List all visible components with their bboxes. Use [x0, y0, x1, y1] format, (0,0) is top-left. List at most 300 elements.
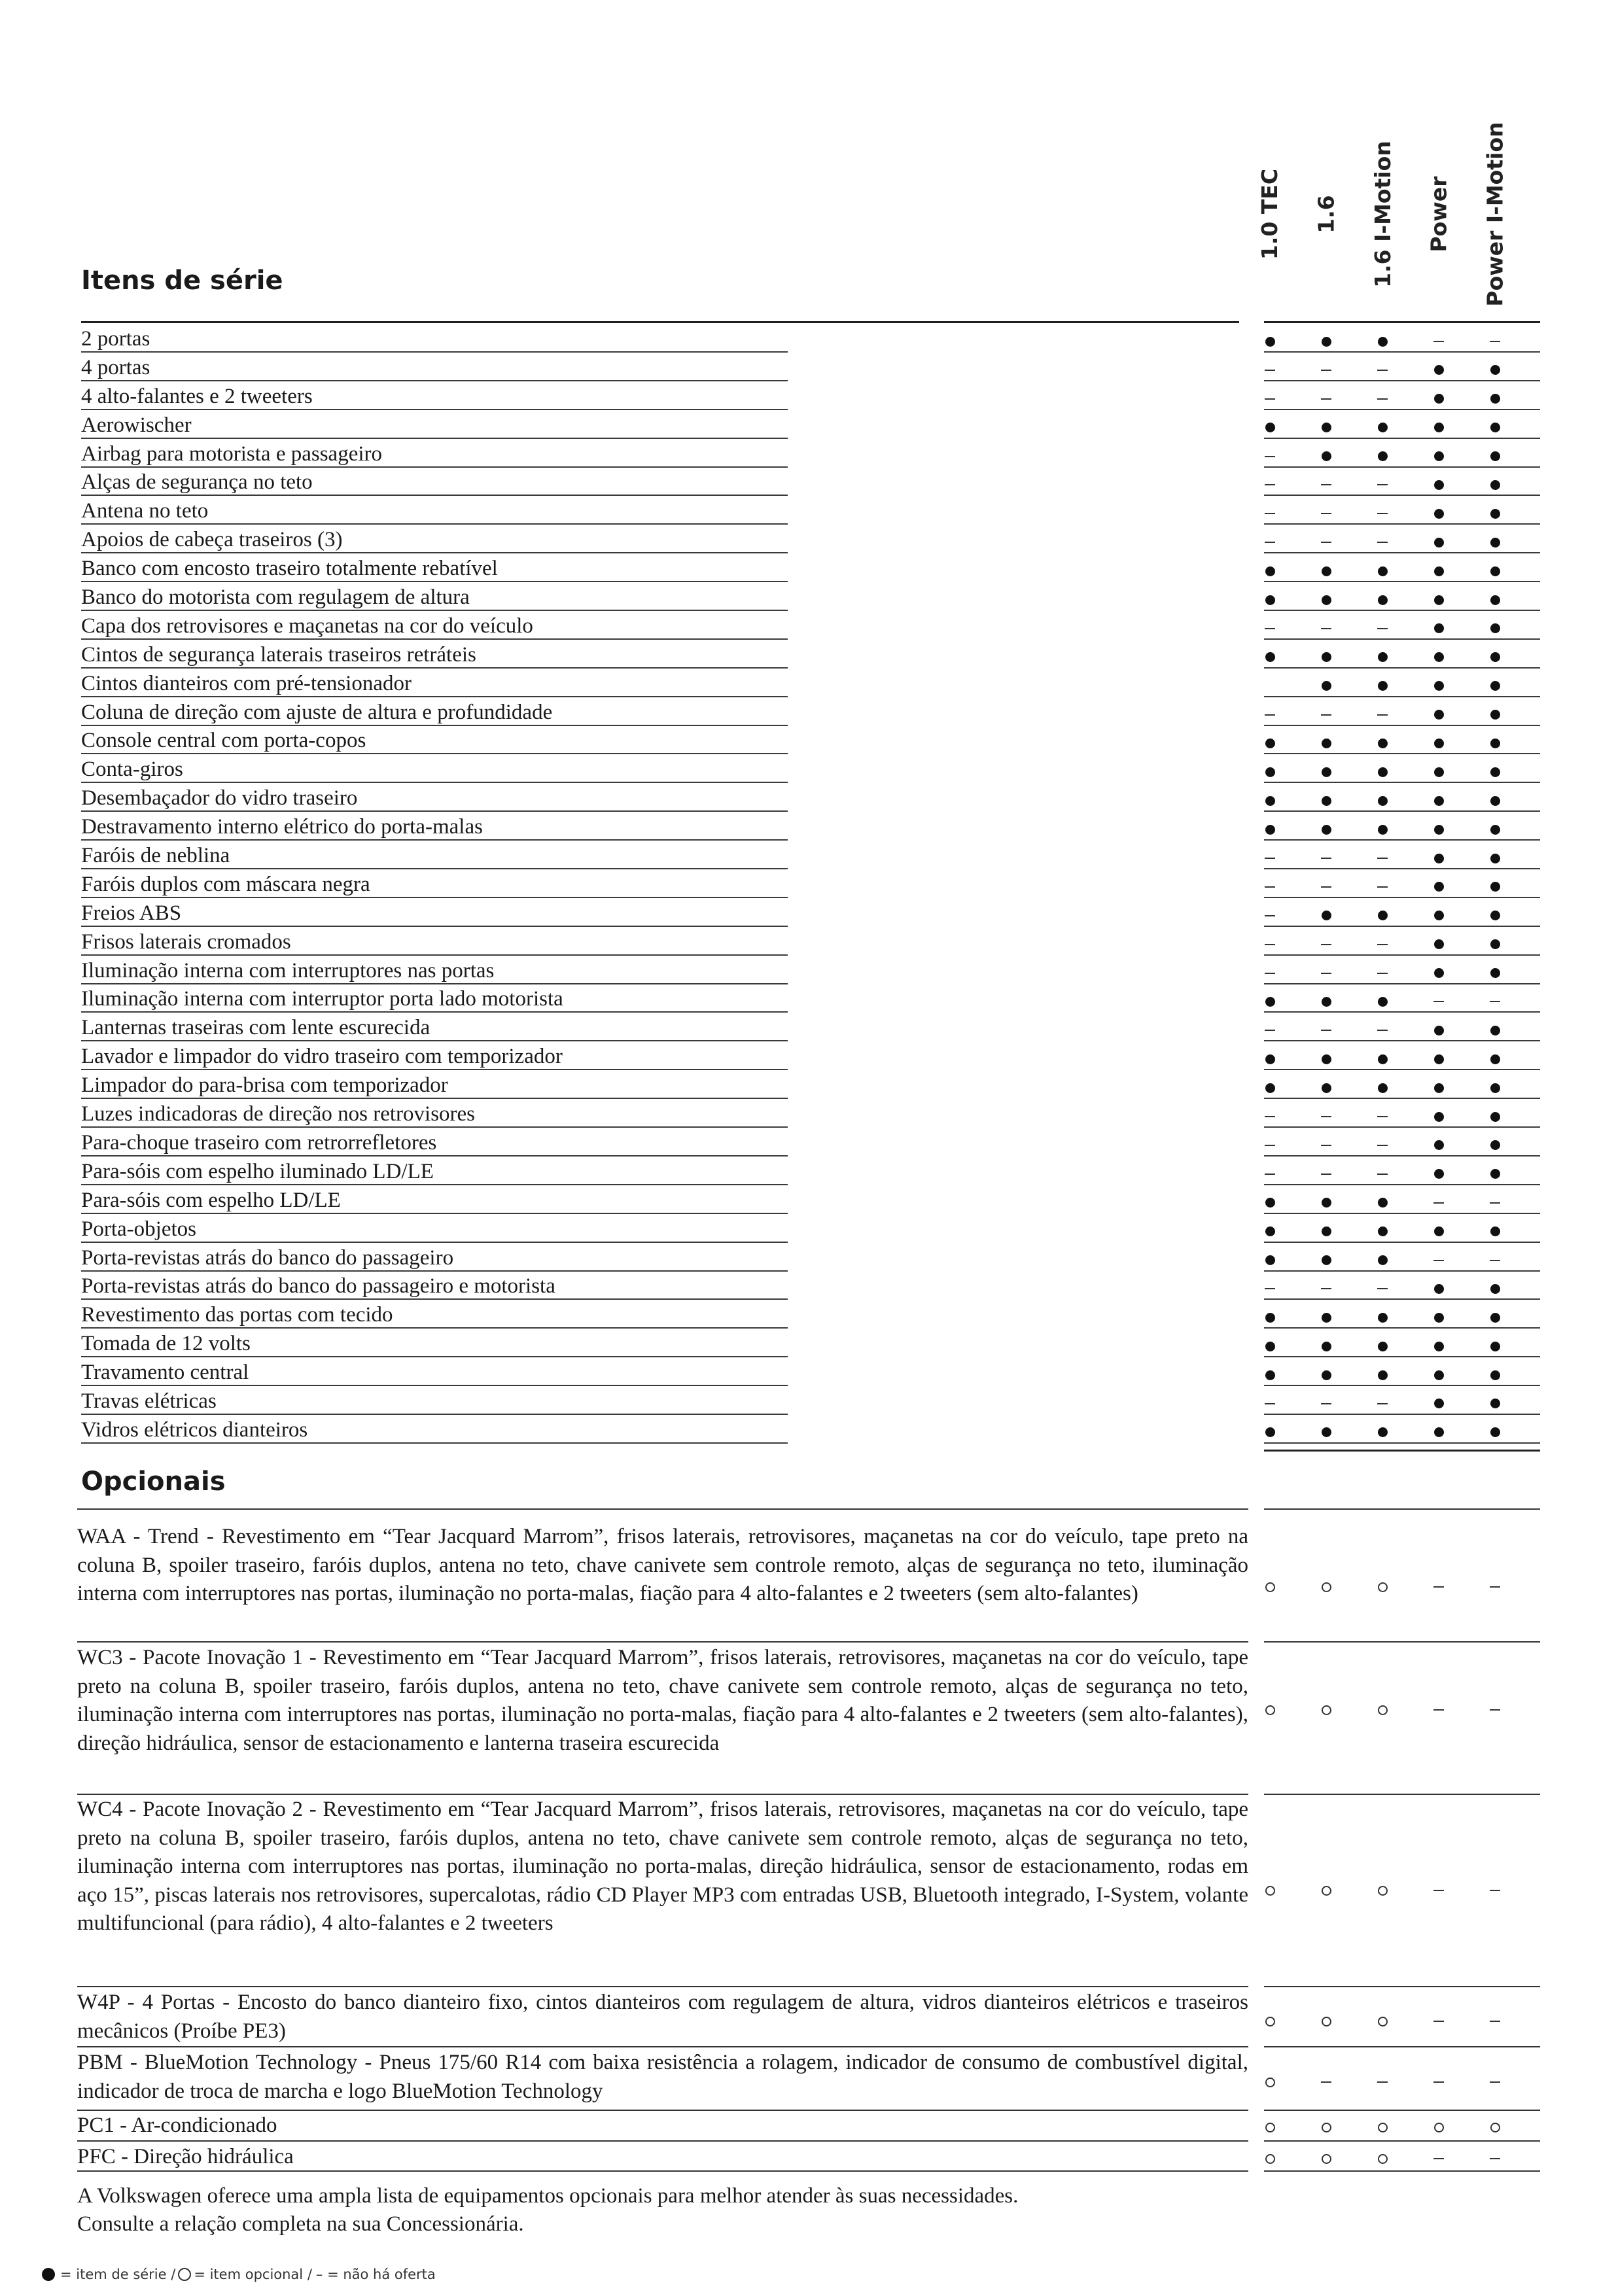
- standard-item-row: [81, 726, 1291, 755]
- not-offered-mark-icon: [1242, 1161, 1298, 1187]
- row-rule: [1264, 2046, 1540, 2047]
- standard-item-row: [81, 698, 1291, 727]
- standard-mark-icon: [1411, 845, 1467, 871]
- standard-item-row: [81, 640, 1291, 669]
- not-offered-mark-icon: [1298, 1104, 1354, 1130]
- standard-mark-icon: [1467, 500, 1523, 527]
- standard-mark-icon: [1242, 1304, 1298, 1331]
- standard-mark-icon: [1467, 1161, 1523, 1187]
- standard-mark-icon: [1354, 1362, 1411, 1388]
- row-rule: [81, 926, 788, 927]
- standard-item-row: [81, 956, 1291, 985]
- not-offered-mark-icon: [1298, 1276, 1354, 1302]
- standard-item-row: [81, 1215, 1291, 1244]
- item-name: Capa dos retrovisores e maçanetas na cor do veículo: [81, 614, 533, 638]
- standard-mark-icon: [1467, 730, 1523, 756]
- standard-mark-icon: [1467, 673, 1523, 699]
- standard-mark-icon: [1242, 1247, 1298, 1274]
- not-offered-mark-icon: [1242, 529, 1298, 555]
- not-offered-mark-icon: [1354, 386, 1411, 412]
- divider: [81, 321, 1239, 323]
- standard-mark-icon: [1298, 730, 1354, 756]
- not-offered-mark-icon: [1467, 2146, 1523, 2172]
- not-offered-mark-icon: [1354, 616, 1411, 642]
- not-offered-mark-icon: [1354, 529, 1411, 555]
- not-offered-mark-icon: [1411, 2069, 1467, 2095]
- standard-item-row: [81, 1100, 1291, 1128]
- row-rule: [81, 1040, 788, 1041]
- not-offered-mark-icon: [1467, 988, 1523, 1015]
- standard-mark-icon: [1467, 1333, 1523, 1359]
- standard-mark-icon: [1411, 673, 1467, 699]
- standard-mark-icon: [1411, 587, 1467, 613]
- row-rule: [81, 1298, 788, 1300]
- not-offered-mark-icon: [1242, 845, 1298, 871]
- standard-mark-icon: [1298, 1304, 1354, 1331]
- item-name: Para-sóis com espelho iluminado LD/LE: [81, 1159, 434, 1183]
- standard-item-row: [81, 984, 1291, 1013]
- not-offered-mark-icon: [1298, 500, 1354, 527]
- standard-mark-icon: [1298, 558, 1354, 584]
- not-offered-mark-icon: [1354, 357, 1411, 383]
- item-name: Travas elétricas: [81, 1389, 217, 1413]
- item-name: 2 portas: [81, 327, 150, 351]
- standard-mark-icon: [1242, 415, 1298, 441]
- optional-item-text: PBM - BlueMotion Technology - Pneus 175/60 R14 com baixa resistência a rolagem, indicador de consumo de combustível digital, indicador de troca de marcha e logo BlueMotion Technology: [77, 2051, 1248, 2103]
- standard-item-row: [81, 525, 1291, 554]
- standard-item-row: [81, 468, 1291, 496]
- standard-mark-icon: [1411, 1104, 1467, 1130]
- row-rule: [77, 1986, 1248, 1987]
- item-name: Para-sóis com espelho LD/LE: [81, 1188, 341, 1212]
- row-rule: [81, 954, 788, 956]
- row-rule: [81, 1414, 788, 1415]
- not-offered-mark-icon: [1467, 1877, 1523, 1904]
- standard-mark-icon: [1354, 644, 1411, 670]
- row-rule: [81, 1442, 788, 1444]
- not-offered-mark-icon: [1354, 960, 1411, 986]
- legend-standard: = item de série /: [60, 2267, 176, 2282]
- not-offered-mark-icon: [1242, 1391, 1298, 1417]
- not-offered-mark-icon: [1354, 1161, 1411, 1187]
- optional-mark-icon: [1242, 2146, 1298, 2172]
- standard-mark-icon: [1411, 1362, 1467, 1388]
- standard-mark-icon: [1298, 988, 1354, 1015]
- row-rule: [81, 1069, 788, 1070]
- column-header: Power: [1426, 176, 1452, 252]
- not-offered-mark-icon: [1298, 874, 1354, 900]
- row-rule: [81, 667, 788, 669]
- standard-item-row: [81, 669, 1291, 698]
- standard-mark-icon: [1467, 1391, 1523, 1417]
- item-name: Cintos de segurança laterais traseiros retráteis: [81, 642, 476, 667]
- standard-mark-icon: [1242, 644, 1298, 670]
- optional-mark-icon: [1354, 1697, 1411, 1723]
- standard-mark-icon: [1298, 1190, 1354, 1216]
- standard-mark-icon: [1467, 702, 1523, 728]
- item-name: Travamento central: [81, 1361, 249, 1385]
- not-offered-mark-icon: [1467, 1574, 1523, 1600]
- not-offered-mark-icon: [1354, 1132, 1411, 1158]
- row-rule: [81, 839, 788, 841]
- row-rule: [81, 753, 788, 754]
- row-rule: [81, 1126, 788, 1128]
- row-rule: [81, 409, 788, 410]
- not-offered-mark-icon: [1242, 702, 1298, 728]
- optional-item-text: WC3 - Pacote Inovação 1 - Revestimento em “Tear Jacquard Marrom”, frisos laterais, retrovisores, maçanetas na cor do veículo, tape preto na coluna B, spoiler traseiro, faróis duplos, antena no teto, chave canivete sem controle remoto, alças de segurança no teto, iluminação interna com interruptores nas portas, iluminação no porta-malas, fiação para 4 alto-falantes e 2 tweeters (sem alto-falantes), direção hidráulica, sensor de estacionamento e lanterna traseira escurecida: [77, 1646, 1248, 1755]
- not-offered-mark-icon: [1298, 1391, 1354, 1417]
- standard-mark-icon: [1354, 730, 1411, 756]
- not-offered-mark-icon: [1242, 616, 1298, 642]
- standard-mark-icon: [1467, 587, 1523, 613]
- standard-mark-icon: [1354, 788, 1411, 814]
- standard-item-row: [81, 440, 1291, 468]
- standard-item-row: [81, 1300, 1291, 1329]
- row-rule: [81, 581, 788, 582]
- not-offered-mark-icon: [1242, 357, 1298, 383]
- standard-item-row: [81, 1358, 1291, 1387]
- standard-mark-icon: [1467, 1419, 1523, 1446]
- not-offered-mark-icon: [1298, 1017, 1354, 1043]
- standard-mark-icon: [1411, 386, 1467, 412]
- standard-mark-icon: [1411, 874, 1467, 900]
- optional-item-text: PC1 - Ar-condicionado: [77, 2113, 277, 2137]
- standard-mark-icon: [1411, 500, 1467, 527]
- footer-line: Consulte a relação completa na sua Concessionária.: [77, 2212, 524, 2236]
- standard-item-row: [81, 1128, 1291, 1157]
- column-header: Power I-Motion: [1482, 122, 1508, 307]
- standard-mark-icon: [1354, 444, 1411, 470]
- optional-mark-icon: [1354, 1574, 1411, 1600]
- not-offered-mark-icon: [1298, 386, 1354, 412]
- standard-mark-icon: [1467, 386, 1523, 412]
- row-rule: [81, 351, 788, 353]
- not-offered-mark-icon: [1411, 1877, 1467, 1904]
- not-offered-mark-icon: [1242, 874, 1298, 900]
- standard-mark-icon: [1242, 788, 1298, 814]
- item-name: Lanternas traseiras com lente escurecida: [81, 1016, 430, 1040]
- standard-item-row: [81, 1186, 1291, 1215]
- optional-mark-icon: [1298, 2146, 1354, 2172]
- standard-mark-icon: [1298, 673, 1354, 699]
- standard-item-row: [81, 1042, 1291, 1071]
- standard-mark-icon: [1467, 874, 1523, 900]
- optional-mark-icon: [1298, 1697, 1354, 1723]
- standard-items-list: [81, 324, 1291, 1444]
- standard-mark-icon: [1298, 816, 1354, 843]
- item-name: Limpador do para-brisa com temporizador: [81, 1073, 448, 1098]
- standard-mark-icon: [1467, 357, 1523, 383]
- standard-mark-icon: [1411, 357, 1467, 383]
- item-name: Freios ABS: [81, 901, 182, 925]
- row-rule: [81, 1155, 788, 1157]
- not-offered-mark-icon: [1411, 988, 1467, 1015]
- row-rule: [1264, 1508, 1540, 1510]
- item-name: Porta-revistas atrás do banco do passageiro: [81, 1245, 454, 1270]
- standard-item-row: [81, 496, 1291, 525]
- column-headers: [1242, 122, 1543, 307]
- not-offered-mark-icon: [1354, 1104, 1411, 1130]
- standard-mark-icon: [1411, 1276, 1467, 1302]
- row-rule: [81, 552, 788, 553]
- row-rule: [77, 1641, 1248, 1643]
- standard-item-row: [81, 353, 1291, 382]
- optional-mark-icon: [1411, 2114, 1467, 2140]
- standard-mark-icon: [1411, 903, 1467, 929]
- standard-mark-icon: [1467, 472, 1523, 498]
- row-rule: [81, 983, 788, 984]
- not-offered-mark-icon: [1411, 1247, 1467, 1274]
- standard-mark-icon: [1467, 1219, 1523, 1245]
- not-offered-mark-icon: [1354, 1391, 1411, 1417]
- standard-mark-icon: [1242, 1075, 1298, 1101]
- standard-mark-icon: [1467, 1276, 1523, 1302]
- not-offered-mark-icon: [1411, 2146, 1467, 2172]
- standard-mark-icon: [1411, 1219, 1467, 1245]
- item-name: Aerowischer: [81, 413, 192, 437]
- standard-mark-icon: [1242, 328, 1298, 355]
- optional-item-text: PFC - Direção hidráulica: [77, 2145, 294, 2168]
- not-offered-mark-icon: [1354, 2069, 1411, 2095]
- standard-mark-icon: [1411, 1333, 1467, 1359]
- row-rule: [81, 380, 788, 381]
- standard-mark-icon: [1467, 644, 1523, 670]
- optional-mark-icon: [1298, 1574, 1354, 1600]
- not-offered-mark-icon: [1467, 1190, 1523, 1216]
- row-rule: [81, 610, 788, 611]
- item-name: 4 portas: [81, 355, 150, 379]
- item-name: Vidros elétricos dianteiros: [81, 1418, 308, 1442]
- row-rule: [81, 1270, 788, 1272]
- not-offered-mark-icon: [1298, 2069, 1354, 2095]
- standard-mark-icon: [1411, 1304, 1467, 1331]
- standard-item-row: [81, 755, 1291, 784]
- item-name: Porta-objetos: [81, 1217, 196, 1241]
- row-rule: [81, 1356, 788, 1357]
- standard-mark-icon: [1467, 1046, 1523, 1072]
- standard-mark-icon: [1298, 415, 1354, 441]
- standard-item-row: [81, 1387, 1291, 1416]
- empty-circle-icon: [178, 2268, 191, 2281]
- standard-mark-icon: [1242, 759, 1298, 785]
- item-name: Iluminação interna com interruptor porta lado motorista: [81, 987, 563, 1011]
- not-offered-mark-icon: [1354, 472, 1411, 498]
- standard-mark-icon: [1411, 816, 1467, 843]
- standard-mark-icon: [1411, 616, 1467, 642]
- standard-mark-icon: [1411, 415, 1467, 441]
- row-rule: [81, 897, 788, 898]
- optional-mark-icon: [1354, 2146, 1411, 2172]
- standard-mark-icon: [1242, 558, 1298, 584]
- standard-mark-icon: [1298, 788, 1354, 814]
- optional-mark-icon: [1298, 2114, 1354, 2140]
- standard-mark-icon: [1242, 1419, 1298, 1446]
- legend-optional: = item opcional /: [194, 2267, 312, 2282]
- item-name: Console central com porta-copos: [81, 729, 366, 753]
- not-offered-mark-icon: [1298, 960, 1354, 986]
- standard-mark-icon: [1298, 1419, 1354, 1446]
- standard-mark-icon: [1354, 328, 1411, 355]
- row-rule: [77, 1794, 1248, 1795]
- not-offered-mark-icon: [1298, 472, 1354, 498]
- standard-mark-icon: [1467, 931, 1523, 958]
- not-offered-mark-icon: [1467, 2069, 1523, 2095]
- standard-item-row: [81, 812, 1291, 841]
- not-offered-mark-icon: [1411, 1190, 1467, 1216]
- empty-cell: [1242, 673, 1298, 699]
- standard-mark-icon: [1467, 1304, 1523, 1331]
- not-offered-mark-icon: [1242, 386, 1298, 412]
- not-offered-mark-icon: [1354, 500, 1411, 527]
- standard-mark-icon: [1411, 1046, 1467, 1072]
- column-header: 1.6 I-Motion: [1369, 141, 1396, 288]
- not-offered-mark-icon: [1298, 616, 1354, 642]
- item-name: Iluminação interna com interruptores nas portas: [81, 958, 495, 983]
- standard-mark-icon: [1411, 529, 1467, 555]
- standard-mark-icon: [1298, 1247, 1354, 1274]
- standard-mark-icon: [1298, 1333, 1354, 1359]
- optional-mark-icon: [1242, 2114, 1298, 2140]
- not-offered-mark-icon: [1298, 931, 1354, 958]
- not-offered-mark-icon: [1411, 1697, 1467, 1723]
- standard-mark-icon: [1411, 1391, 1467, 1417]
- row-rule: [81, 466, 788, 468]
- standard-mark-icon: [1298, 759, 1354, 785]
- standard-mark-icon: [1467, 1104, 1523, 1130]
- not-offered-mark-icon: [1298, 1161, 1354, 1187]
- column-header: 1.6: [1313, 195, 1339, 234]
- standard-mark-icon: [1411, 444, 1467, 470]
- standard-mark-icon: [1411, 788, 1467, 814]
- item-name: Destravamento interno elétrico do porta-malas: [81, 815, 483, 839]
- row-rule: [81, 438, 788, 439]
- standard-mark-icon: [1411, 1419, 1467, 1446]
- item-name: Conta-giros: [81, 757, 183, 782]
- filled-circle-icon: [42, 2268, 55, 2281]
- standard-mark-icon: [1354, 1075, 1411, 1101]
- item-name: Faróis duplos com máscara negra: [81, 872, 370, 896]
- row-rule: [81, 782, 788, 783]
- standard-mark-icon: [1298, 444, 1354, 470]
- standard-mark-icon: [1354, 1333, 1411, 1359]
- not-offered-mark-icon: [1411, 328, 1467, 355]
- standard-item-row: [81, 554, 1291, 583]
- not-offered-mark-icon: [1242, 1104, 1298, 1130]
- standard-mark-icon: [1242, 1362, 1298, 1388]
- standard-mark-icon: [1411, 472, 1467, 498]
- standard-item-row: [81, 1416, 1291, 1444]
- standard-item-row: [81, 1157, 1291, 1186]
- standard-mark-icon: [1411, 644, 1467, 670]
- standard-item-row: [81, 928, 1291, 956]
- standard-mark-icon: [1354, 1219, 1411, 1245]
- not-offered-mark-icon: [1298, 845, 1354, 871]
- optional-mark-icon: [1354, 2008, 1411, 2034]
- row-rule: [77, 1508, 1248, 1510]
- standard-item-row: [81, 1013, 1291, 1042]
- not-offered-mark-icon: [1242, 960, 1298, 986]
- standard-item-row: [81, 1071, 1291, 1100]
- row-rule: [81, 1385, 788, 1386]
- not-offered-mark-icon: [1242, 1132, 1298, 1158]
- standard-mark-icon: [1354, 673, 1411, 699]
- standard-mark-icon: [1467, 816, 1523, 843]
- row-rule: [81, 495, 788, 496]
- standard-mark-icon: [1467, 1132, 1523, 1158]
- not-offered-mark-icon: [1242, 500, 1298, 527]
- item-name: Revestimento das portas com tecido: [81, 1303, 393, 1327]
- standard-mark-icon: [1467, 529, 1523, 555]
- optional-mark-icon: [1242, 2069, 1298, 2095]
- item-name: Lavador e limpador do vidro traseiro com temporizador: [81, 1045, 563, 1069]
- item-name: Porta-revistas atrás do banco do passageiro e motorista: [81, 1274, 555, 1298]
- not-offered-mark-icon: [1242, 931, 1298, 958]
- standard-item-row: [81, 411, 1291, 440]
- standard-mark-icon: [1467, 759, 1523, 785]
- row-rule: [77, 2140, 1248, 2142]
- not-offered-mark-icon: [1242, 1017, 1298, 1043]
- standard-mark-icon: [1354, 1304, 1411, 1331]
- standard-mark-icon: [1354, 988, 1411, 1015]
- column-header: 1.0 TEC: [1257, 168, 1283, 260]
- standard-mark-icon: [1354, 1190, 1411, 1216]
- not-offered-mark-icon: [1467, 1697, 1523, 1723]
- row-rule: [1264, 1986, 1540, 1987]
- standard-item-row: [81, 324, 1291, 353]
- standard-item-row: [81, 382, 1291, 411]
- not-offered-mark-icon: [1467, 328, 1523, 355]
- standard-mark-icon: [1411, 1017, 1467, 1043]
- optional-mark-icon: [1242, 1697, 1298, 1723]
- standard-item-row: [81, 1329, 1291, 1358]
- standard-mark-icon: [1467, 558, 1523, 584]
- standard-mark-icon: [1411, 1075, 1467, 1101]
- standard-mark-icon: [1298, 1075, 1354, 1101]
- standard-mark-icon: [1242, 730, 1298, 756]
- optional-mark-icon: [1467, 2114, 1523, 2140]
- standard-mark-icon: [1298, 1046, 1354, 1072]
- standard-mark-icon: [1467, 415, 1523, 441]
- optional-item-text: WAA - Trend - Revestimento em “Tear Jacquard Marrom”, frisos laterais, retrovisores, maçanetas na cor do veículo, tape preto na coluna B, spoiler traseiro, faróis duplos, antena no teto, chave canivete sem controle remoto, alças de segurança no teto, iluminação interna com interruptores nas portas, iluminação no porta-malas, fiação para 4 alto-falantes e 2 tweeters (sem alto-falantes): [77, 1525, 1248, 1605]
- not-offered-mark-icon: [1242, 444, 1298, 470]
- standard-mark-icon: [1242, 1333, 1298, 1359]
- row-rule: [81, 523, 788, 525]
- standard-mark-icon: [1242, 1046, 1298, 1072]
- standard-mark-icon: [1298, 903, 1354, 929]
- not-offered-mark-icon: [1242, 1276, 1298, 1302]
- not-offered-mark-icon: [1242, 472, 1298, 498]
- not-offered-mark-icon: [1411, 2008, 1467, 2034]
- not-offered-mark-icon: [1467, 2008, 1523, 2034]
- row-rule: [81, 1242, 788, 1243]
- item-name: Luzes indicadoras de direção nos retrovisores: [81, 1102, 476, 1126]
- standard-mark-icon: [1411, 759, 1467, 785]
- standard-mark-icon: [1467, 444, 1523, 470]
- standard-mark-icon: [1354, 903, 1411, 929]
- standard-mark-icon: [1354, 759, 1411, 785]
- row-rule: [81, 868, 788, 869]
- row-rule: [1264, 2110, 1540, 2111]
- not-offered-mark-icon: [1354, 1276, 1411, 1302]
- standard-mark-icon: [1354, 1046, 1411, 1072]
- item-name: Alças de segurança no teto: [81, 470, 313, 495]
- optional-mark-icon: [1354, 2114, 1411, 2140]
- standard-item-row: [81, 1244, 1291, 1272]
- standard-item-row: [81, 784, 1291, 812]
- footer-line: A Volkswagen oferece uma ampla lista de equipamentos opcionais para melhor atender às suas necessidades.: [77, 2184, 1019, 2208]
- item-name: Tomada de 12 volts: [81, 1332, 251, 1356]
- row-rule: [81, 696, 788, 697]
